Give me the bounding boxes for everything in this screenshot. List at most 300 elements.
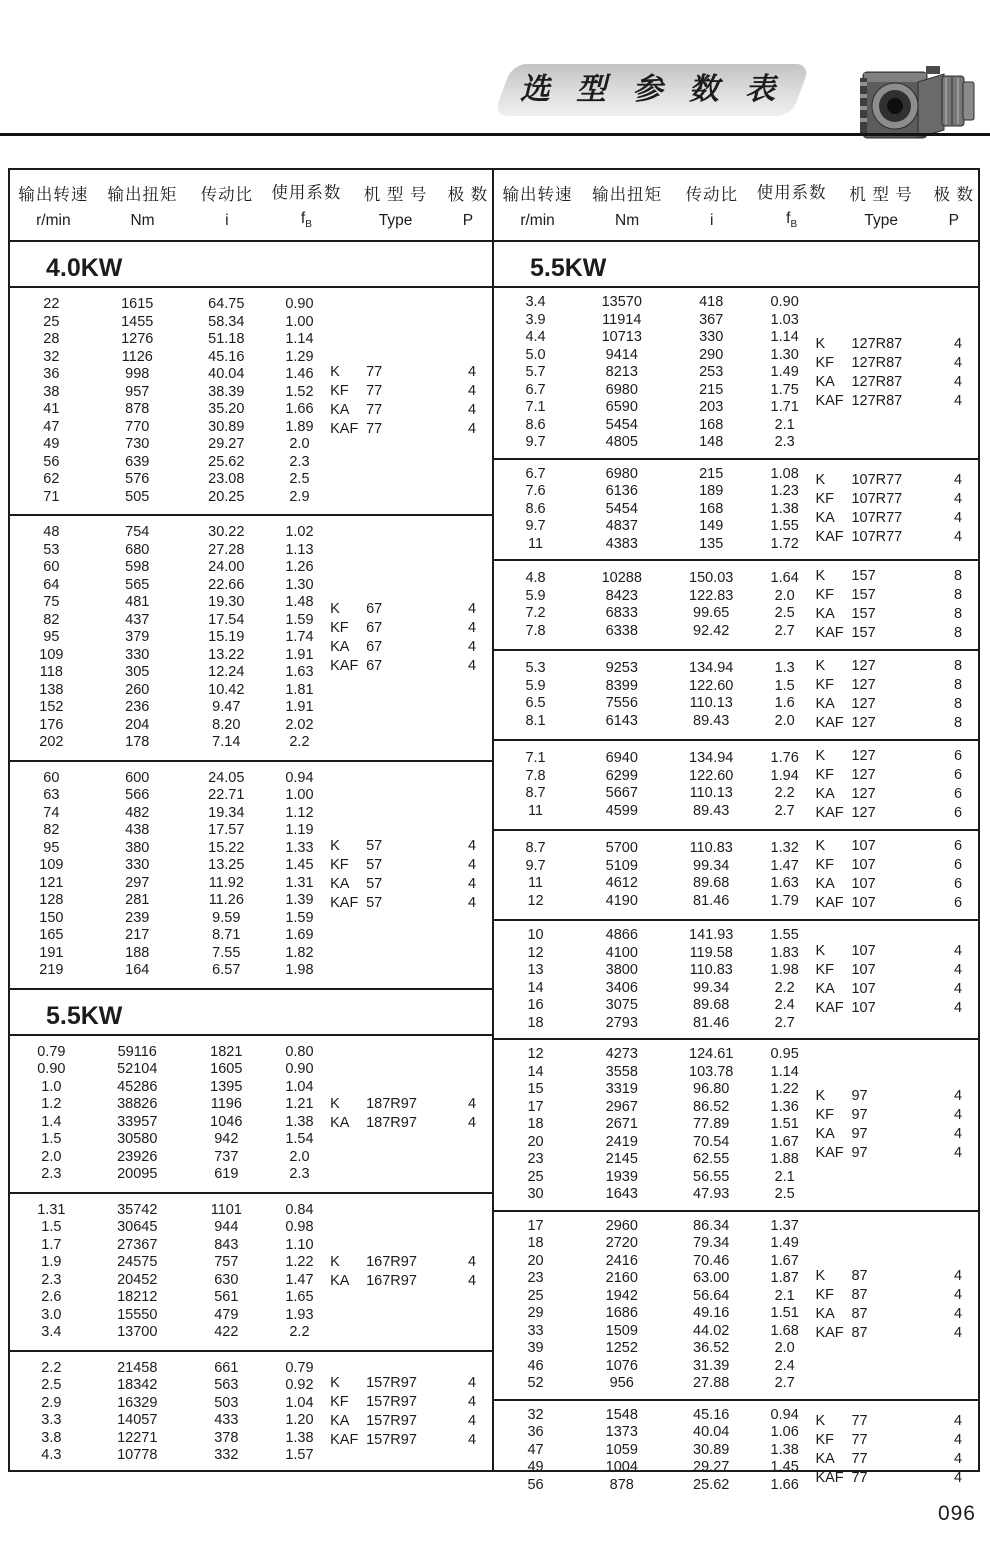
torque-cell: 16329	[117, 1394, 158, 1411]
table-row	[10, 419, 328, 437]
speed-cell: 2.3	[41, 1271, 62, 1288]
torque-cell: 565	[125, 576, 150, 593]
type-model: 77	[366, 421, 383, 437]
speed-cell: 41	[43, 401, 60, 417]
speed-cell: 5.9	[525, 677, 546, 694]
types-group	[328, 1044, 492, 1184]
fb-cell: 1.51	[770, 1116, 799, 1132]
page-title: 选 型 参 数 表	[519, 73, 785, 106]
speed-cell: 82	[43, 822, 60, 838]
fb-cell: 1.6	[774, 695, 795, 711]
fb-cell: 1.72	[770, 535, 799, 552]
type-model: 107	[851, 961, 876, 978]
ratio-cell: 38.39	[208, 383, 245, 400]
torque-cell: 878	[125, 401, 150, 417]
table-row	[494, 1358, 813, 1376]
type-row	[815, 747, 978, 766]
torque-cell: 505	[125, 488, 150, 505]
table-row	[10, 1149, 328, 1167]
type-row	[815, 714, 978, 733]
table-row	[494, 927, 813, 945]
type-model: 157R97	[366, 1413, 417, 1429]
poles-value: 4	[467, 638, 477, 655]
type-prefix: KF	[330, 856, 349, 873]
poles-value: 8	[953, 587, 963, 603]
table-row	[494, 1375, 813, 1393]
fb-cell: 0.80	[285, 1043, 314, 1060]
type-prefix: KA	[330, 638, 350, 655]
type-prefix: KF	[815, 587, 834, 603]
type-prefix: KAF	[330, 421, 359, 437]
table-row	[10, 805, 328, 823]
torque-cell: 27367	[117, 1236, 158, 1253]
poles-value: 4	[953, 999, 963, 1016]
poles-value: 4	[953, 1144, 963, 1161]
types-group	[813, 1046, 978, 1204]
type-model: 127	[851, 658, 876, 674]
ratio-cell: 122.83	[689, 587, 734, 604]
header-col-poles	[930, 181, 978, 230]
table-row	[494, 1270, 813, 1288]
poles-value: 8	[953, 625, 963, 641]
speed-cell: 39	[527, 1340, 544, 1356]
type-model: 87	[851, 1287, 868, 1303]
type-prefix: K	[815, 472, 826, 489]
ratio-cell: 215	[699, 381, 724, 398]
type-row	[815, 373, 978, 392]
header-col-speed	[494, 181, 581, 230]
torque-cell: 330	[125, 857, 150, 873]
type-row	[815, 1267, 978, 1286]
poles-value: 6	[953, 805, 963, 821]
types-group	[813, 1407, 978, 1495]
table-row	[10, 612, 328, 630]
type-prefix: KA	[330, 1272, 350, 1289]
torque-cell: 600	[125, 769, 150, 786]
type-prefix: KA	[330, 875, 350, 892]
torque-cell: 3075	[605, 997, 638, 1013]
type-model: 107R77	[851, 510, 903, 527]
type-model: 127R87	[851, 335, 903, 352]
type-model: 127	[851, 696, 876, 712]
torque-cell: 6940	[605, 750, 638, 766]
type-prefix: KA	[330, 1114, 350, 1131]
ratio-cell: 141.93	[689, 927, 734, 943]
speed-cell: 71	[43, 488, 60, 505]
type-model: 127R87	[851, 373, 903, 390]
type-prefix: KAF	[815, 1325, 844, 1341]
table-row	[494, 623, 813, 641]
ratio-cell: 134.94	[689, 660, 734, 676]
type-row	[330, 401, 492, 420]
ratio-cell: 189	[699, 483, 724, 499]
ratio-cell: 1196	[210, 1096, 242, 1112]
fb-cell: 2.1	[774, 1287, 795, 1304]
type-prefix: K	[815, 748, 826, 764]
data-block	[10, 760, 492, 988]
fb-main: f	[786, 210, 791, 228]
header-torque-cn: 输出扭矩	[592, 185, 663, 204]
fb-cell: 1.12	[285, 804, 314, 821]
torque-cell: 13570	[601, 294, 642, 310]
types-group	[813, 294, 978, 452]
fb-cell: 2.3	[289, 1166, 310, 1182]
ratio-cell: 661	[214, 1359, 239, 1376]
speed-cell: 25	[43, 313, 60, 330]
torque-cell: 1126	[121, 348, 153, 365]
speed-cell: 18	[527, 1235, 544, 1251]
type-row	[330, 1374, 492, 1393]
ratio-cell: 17.54	[208, 611, 245, 628]
speed-cell: 118	[39, 664, 63, 680]
table-row	[494, 1134, 813, 1152]
table-row	[494, 768, 813, 786]
speed-cell: 11	[527, 535, 544, 552]
poles-value: 4	[467, 619, 477, 636]
type-row	[330, 619, 492, 638]
speed-cell: 3.9	[525, 311, 546, 328]
header-poles-cn: 极 数	[447, 185, 489, 204]
fb-cell: 1.51	[770, 1305, 799, 1321]
type-row	[815, 1469, 978, 1488]
type-row	[815, 1144, 978, 1163]
ratio-cell: 30.22	[208, 524, 245, 540]
fb-cell: 1.48	[285, 594, 314, 610]
table-row	[10, 436, 328, 454]
torque-cell: 2416	[605, 1252, 638, 1269]
torque-cell: 957	[125, 383, 150, 400]
fb-cell: 0.95	[770, 1046, 799, 1062]
fb-cell: 1.68	[770, 1322, 799, 1339]
table-row	[10, 1307, 328, 1325]
data-block	[10, 514, 492, 760]
table-row	[10, 962, 328, 980]
fb-cell: 1.31	[285, 874, 314, 891]
speed-cell: 23	[527, 1270, 544, 1286]
table-row	[10, 1096, 328, 1114]
table-row	[494, 382, 813, 400]
fb-cell: 1.36	[770, 1098, 799, 1115]
poles-value: 4	[953, 1306, 963, 1322]
data-block	[494, 559, 978, 649]
fb-cell: 1.49	[770, 364, 799, 380]
ratio-cell: 15.19	[208, 629, 245, 645]
torque-cell: 566	[125, 787, 150, 803]
type-prefix: KF	[815, 1432, 834, 1449]
header-speed-unit: r/min	[36, 211, 71, 229]
type-prefix: KAF	[815, 392, 844, 409]
ratio-cell: 56.55	[693, 1168, 730, 1185]
type-model: 107R77	[851, 529, 903, 546]
torque-cell: 2145	[605, 1151, 638, 1167]
type-row	[815, 942, 978, 961]
torque-cell: 20095	[117, 1166, 158, 1182]
speed-cell: 38	[43, 383, 60, 400]
header-poles-cn: 极 数	[933, 185, 975, 204]
ratio-cell: 122.60	[689, 767, 734, 784]
speed-cell: 32	[43, 348, 60, 365]
type-model: 107	[851, 876, 876, 892]
torque-cell: 576	[125, 471, 150, 487]
torque-cell: 770	[125, 418, 150, 435]
type-prefix: K	[815, 335, 826, 352]
table-row	[494, 1305, 813, 1323]
fb-cell: 2.0	[774, 587, 795, 604]
type-prefix: KAF	[815, 1470, 844, 1487]
header-ratio-unit: i	[225, 211, 229, 229]
table-row	[494, 678, 813, 696]
type-row	[815, 1125, 978, 1144]
speed-cell: 12	[527, 944, 544, 961]
torque-cell: 11914	[602, 311, 642, 328]
ratio-cell: 561	[214, 1289, 239, 1305]
ratio-cell: 17.57	[208, 822, 245, 838]
table-row	[10, 471, 328, 489]
fb-cell: 1.88	[770, 1151, 799, 1167]
speed-cell: 95	[43, 839, 60, 856]
speed-cell: 7.8	[525, 767, 546, 784]
ratio-cell: 290	[699, 346, 724, 363]
fb-cell: 1.14	[770, 329, 799, 345]
fb-cell: 1.71	[770, 399, 799, 415]
types-group	[328, 296, 492, 506]
torque-cell: 4190	[605, 892, 638, 909]
speed-cell: 13	[527, 962, 544, 978]
header-fb-unit	[751, 210, 833, 230]
ratio-cell: 96.80	[693, 1081, 730, 1097]
speed-cell: 219	[39, 962, 64, 978]
table-row	[494, 605, 813, 623]
fb-cell: 1.5	[774, 677, 795, 694]
torque-cell: 20452	[117, 1271, 158, 1288]
table-row	[494, 875, 813, 893]
table-row	[494, 1218, 813, 1236]
table-row	[10, 664, 328, 682]
table-row	[494, 1169, 813, 1187]
table-row	[10, 524, 328, 542]
fb-cell: 1.14	[285, 331, 314, 347]
speed-cell: 4.4	[525, 329, 546, 345]
type-row	[815, 567, 978, 586]
poles-value: 6	[953, 767, 963, 783]
fb-cell: 1.02	[285, 524, 314, 540]
type-prefix: KA	[815, 1306, 835, 1322]
torque-cell: 330	[125, 646, 150, 663]
speed-cell: 4.3	[41, 1447, 62, 1463]
fb-cell: 2.5	[774, 1186, 795, 1202]
rows-group	[494, 294, 813, 452]
table-row	[10, 875, 328, 893]
type-model: 107	[851, 999, 876, 1016]
type-model: 187R97	[366, 1095, 417, 1112]
poles-value: 4	[953, 1268, 963, 1284]
speed-cell: 49	[43, 436, 60, 452]
table-row	[494, 1442, 813, 1460]
fb-cell: 1.33	[285, 839, 314, 856]
torque-cell: 2671	[605, 1116, 638, 1132]
type-prefix: K	[815, 658, 826, 674]
fb-cell: 1.74	[285, 629, 314, 645]
type-prefix: K	[815, 838, 826, 854]
data-block	[10, 1350, 492, 1473]
fb-cell: 1.22	[285, 1254, 314, 1270]
fb-cell: 1.30	[285, 576, 314, 593]
poles-value: 4	[953, 1432, 963, 1449]
torque-cell: 2967	[605, 1098, 638, 1115]
poles-value: 8	[953, 606, 963, 622]
fb-sub: B	[790, 219, 798, 231]
torque-cell: 2793	[605, 1014, 638, 1031]
fb-cell: 1.00	[285, 313, 314, 330]
poles-value: 4	[467, 402, 477, 418]
type-model: 67	[366, 638, 383, 655]
type-model: 157	[851, 625, 876, 641]
type-prefix: KA	[815, 1451, 835, 1468]
torque-cell: 13700	[117, 1324, 158, 1340]
fb-cell: 1.26	[285, 559, 314, 575]
header-speed-cn: 输出转速	[18, 185, 89, 204]
torque-cell: 1373	[605, 1424, 638, 1440]
fb-cell: 1.23	[770, 483, 799, 499]
ratio-cell: 30.89	[693, 1441, 730, 1458]
ratio-cell: 13.22	[208, 646, 245, 663]
ratio-cell: 8.71	[212, 927, 241, 943]
speed-cell: 1.9	[41, 1254, 62, 1270]
torque-cell: 18342	[117, 1377, 158, 1393]
torque-cell: 878	[609, 1476, 634, 1493]
torque-cell: 12271	[117, 1429, 158, 1446]
ratio-cell: 630	[214, 1271, 239, 1288]
fb-cell: 2.2	[289, 734, 310, 750]
speed-cell: 7.8	[525, 622, 546, 639]
torque-cell: 2419	[605, 1133, 638, 1150]
ratio-cell: 1395	[210, 1078, 243, 1095]
ratio-cell: 1046	[210, 1113, 243, 1130]
torque-cell: 10713	[601, 329, 642, 345]
speed-cell: 5.7	[525, 364, 546, 380]
table-row	[494, 1081, 813, 1099]
rows-group	[494, 466, 813, 554]
poles-value: 4	[953, 1287, 963, 1303]
speed-cell: 14	[527, 979, 544, 996]
header-col-torque	[581, 181, 673, 230]
torque-cell: 217	[125, 927, 150, 943]
poles-value: 4	[953, 980, 963, 997]
speed-cell: 3.4	[525, 294, 546, 310]
table-row	[10, 1272, 328, 1290]
table-row	[10, 1202, 328, 1220]
torque-cell: 6299	[605, 767, 638, 784]
table-row	[10, 910, 328, 928]
type-prefix: K	[815, 1413, 826, 1430]
fb-cell: 1.10	[285, 1236, 314, 1253]
type-model: 57	[366, 875, 383, 892]
page-number: 096	[937, 1502, 976, 1525]
speed-cell: 11	[527, 802, 544, 819]
speed-cell: 202	[39, 734, 64, 750]
type-model: 167R97	[366, 1272, 417, 1289]
type-prefix: KF	[815, 767, 834, 783]
ratio-cell: 843	[214, 1236, 239, 1253]
ratio-cell: 479	[214, 1306, 239, 1323]
table-row	[10, 1131, 328, 1149]
table-row	[10, 892, 328, 910]
poles-value: 4	[953, 491, 963, 508]
torque-cell: 8399	[605, 677, 638, 694]
header-ratio-cn: 传动比	[200, 185, 254, 204]
torque-cell: 5109	[605, 857, 638, 874]
ratio-cell: 63.00	[693, 1270, 730, 1286]
fb-cell: 1.04	[285, 1078, 314, 1095]
header-type-cn: 机 型 号	[849, 185, 913, 204]
table-row	[494, 785, 813, 803]
fb-cell: 1.38	[770, 500, 799, 517]
type-row	[815, 980, 978, 999]
speed-cell: 56	[43, 453, 60, 470]
table-row	[494, 364, 813, 382]
type-row	[815, 1324, 978, 1343]
type-model: 107R77	[851, 472, 903, 489]
table-row	[10, 366, 328, 384]
torque-cell: 1004	[605, 1459, 638, 1475]
ratio-cell: 99.34	[693, 857, 730, 874]
type-model: 87	[851, 1306, 868, 1322]
type-model: 77	[366, 364, 383, 380]
header-type-cn: 机 型 号	[363, 185, 428, 204]
speed-cell: 5.0	[525, 346, 546, 363]
speed-cell: 109	[39, 857, 64, 873]
ratio-cell: 70.54	[693, 1133, 730, 1150]
type-prefix: K	[330, 600, 340, 617]
fb-cell: 2.5	[289, 471, 310, 487]
poles-value: 4	[953, 354, 963, 371]
fb-cell: 1.75	[770, 381, 799, 398]
torque-cell: 6980	[605, 381, 638, 398]
table-row	[10, 1219, 328, 1237]
ratio-cell: 19.34	[208, 804, 245, 821]
type-row	[815, 605, 978, 624]
table-row	[494, 399, 813, 417]
type-row	[330, 1253, 492, 1272]
types-group	[328, 524, 492, 752]
torque-cell: 45286	[117, 1078, 158, 1095]
torque-cell: 260	[125, 681, 150, 698]
ratio-cell: 20.25	[208, 488, 245, 505]
poles-value: 6	[953, 838, 963, 854]
speed-cell: 8.7	[525, 840, 546, 856]
ratio-cell: 25.62	[208, 453, 245, 470]
speed-cell: 6.7	[525, 465, 546, 482]
type-prefix: KF	[815, 491, 834, 508]
fb-cell: 1.22	[770, 1081, 799, 1097]
fb-cell: 2.1	[774, 416, 795, 433]
speed-cell: 7.1	[525, 399, 546, 415]
ratio-cell: 89.68	[693, 875, 730, 891]
type-model: 107	[851, 838, 876, 854]
torque-cell: 9253	[605, 660, 638, 676]
ratio-cell: 737	[214, 1148, 239, 1165]
type-prefix: KA	[815, 696, 835, 712]
ratio-cell: 30.89	[208, 418, 245, 435]
ratio-cell: 11.92	[208, 874, 244, 891]
type-prefix: KA	[330, 1413, 350, 1429]
type-model: 107	[851, 895, 876, 911]
speed-cell: 64	[43, 576, 60, 593]
type-prefix: KA	[330, 402, 350, 418]
rows-group	[494, 567, 813, 643]
torque-cell: 8423	[605, 587, 638, 604]
type-row	[330, 1095, 492, 1114]
